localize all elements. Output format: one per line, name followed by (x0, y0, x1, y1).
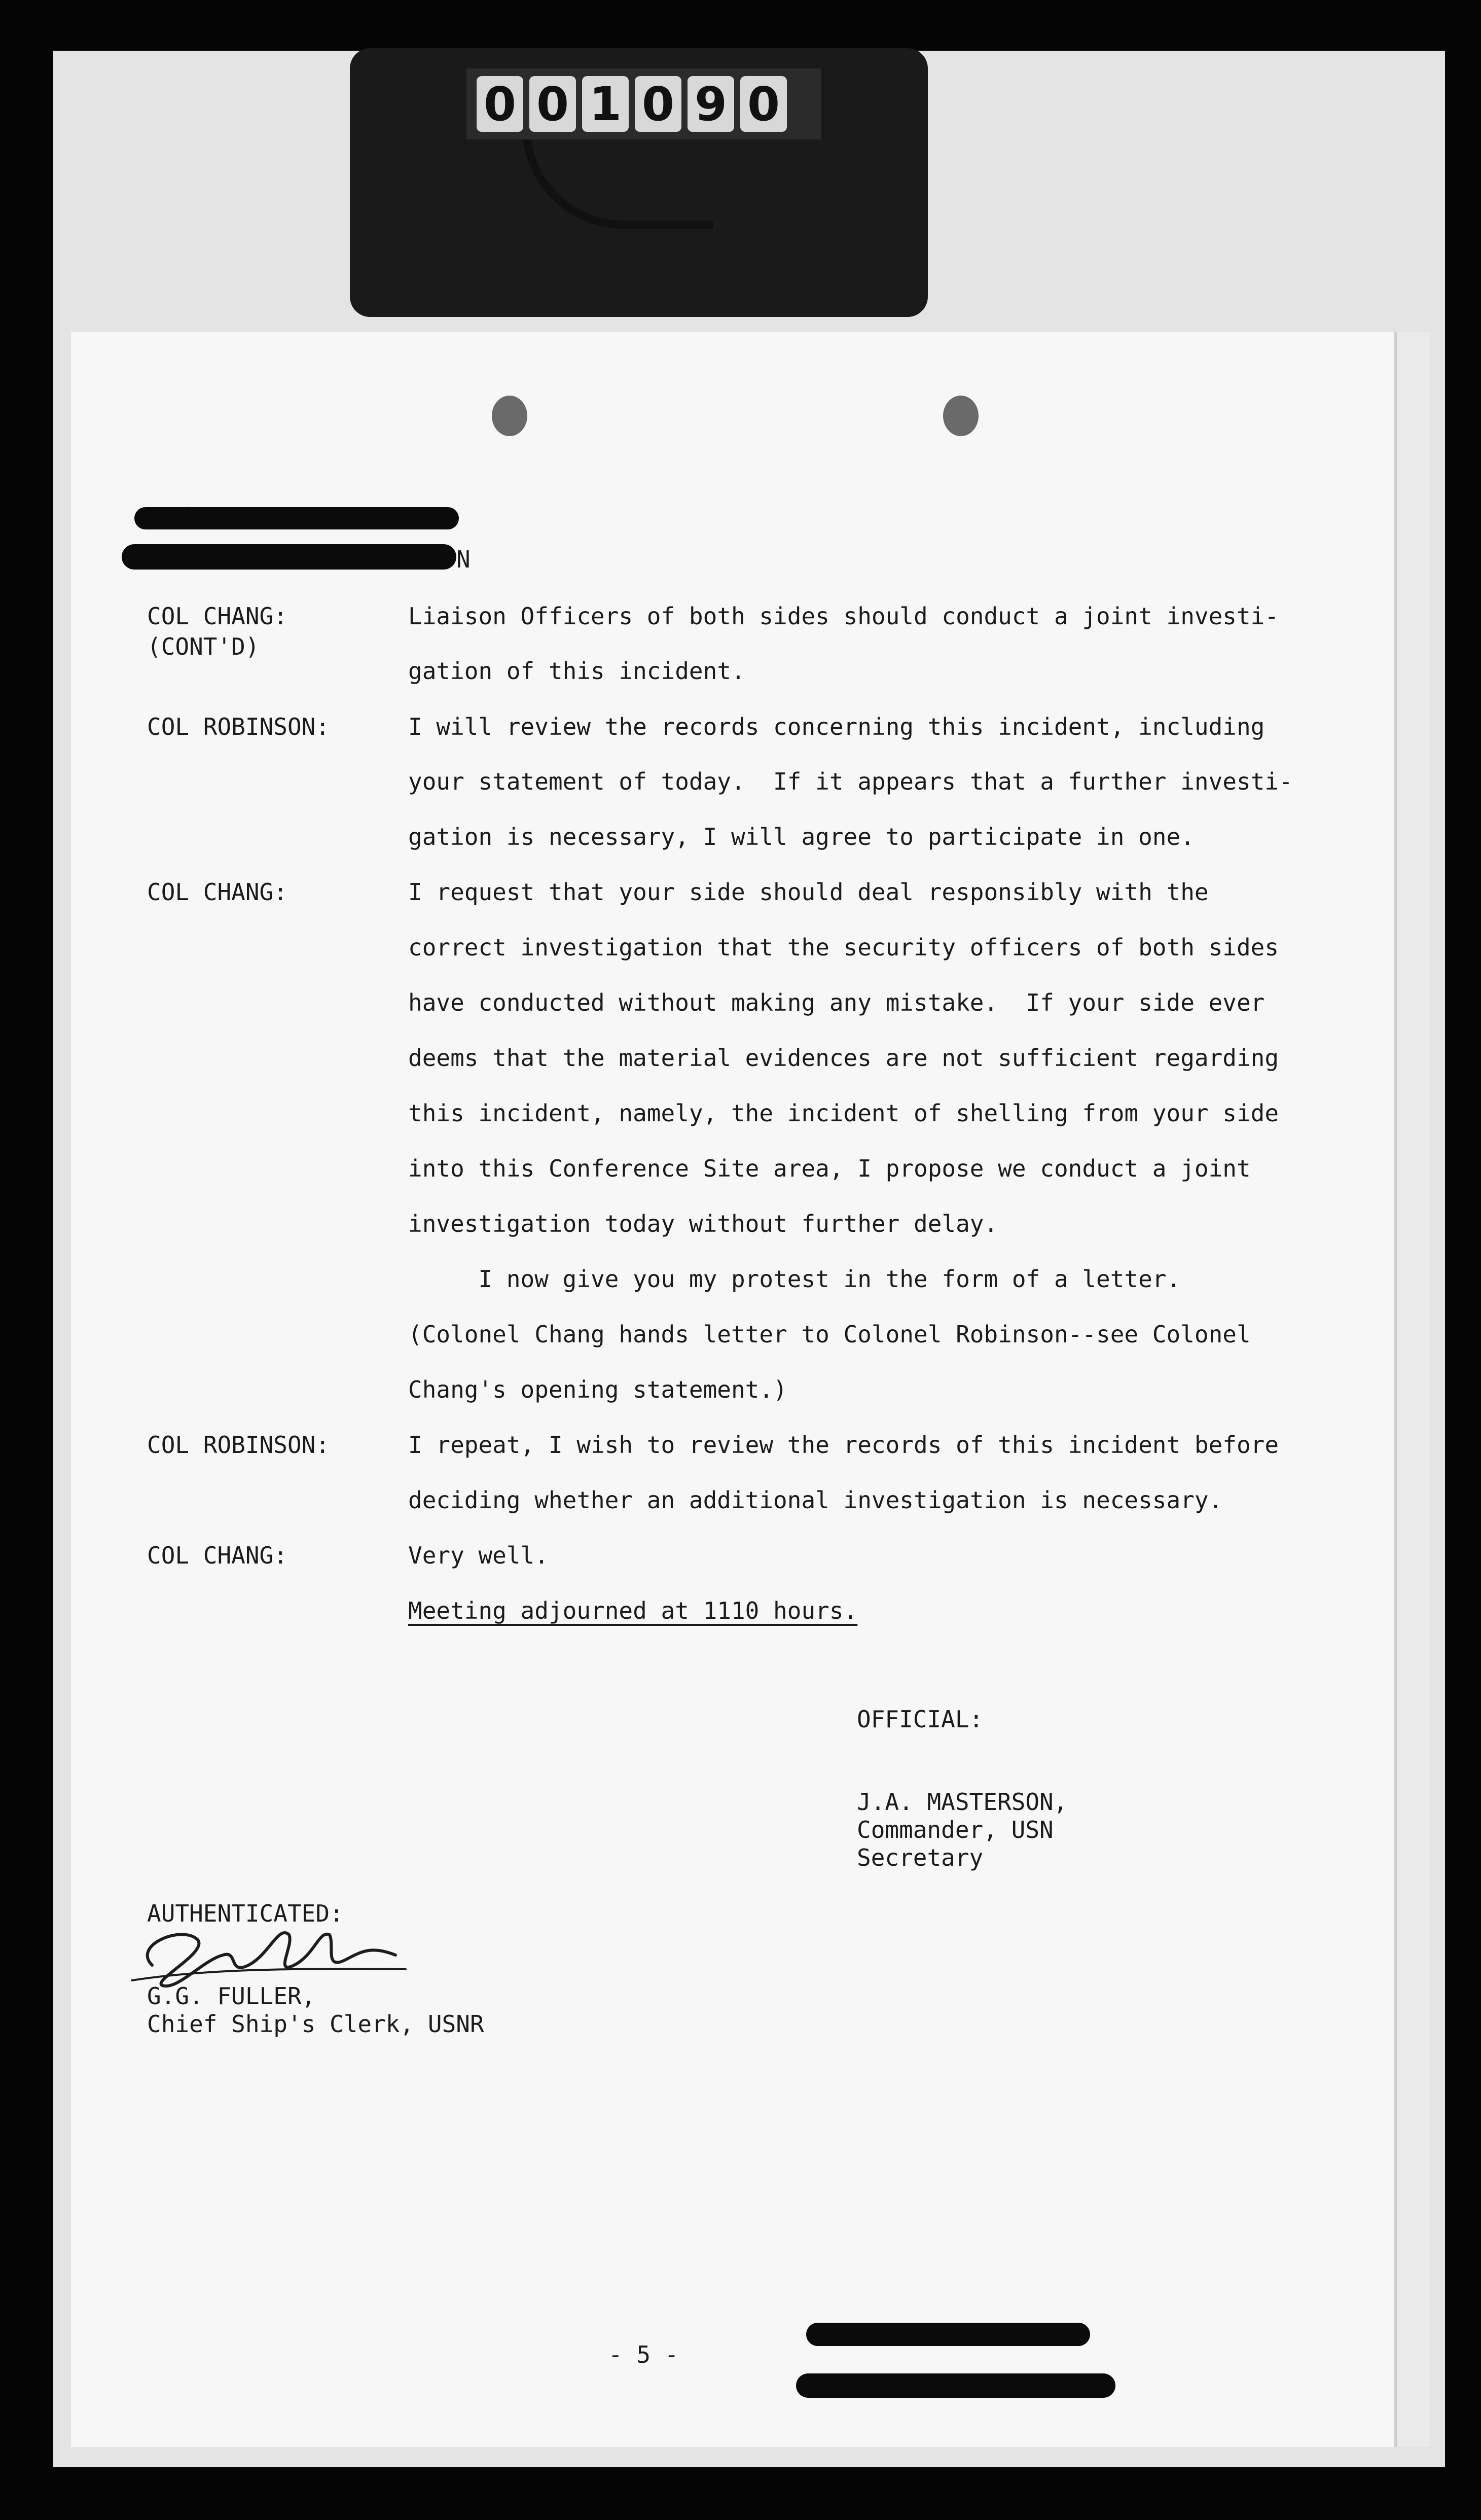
official-name: J.A. MASTERSON, (857, 1788, 1068, 1816)
punch-hole (943, 396, 979, 436)
dialogue-line: this incident, namely, the incident of shelling from your side (408, 1099, 1279, 1127)
dialogue-line: Chang's opening statement.) (408, 1376, 787, 1403)
official-label: OFFICIAL: (857, 1706, 984, 1733)
speaker-label: COL CHANG: (147, 1542, 287, 1569)
official-title: Secretary (857, 1844, 984, 1871)
dialogue-line: gation of this incident. (408, 657, 745, 685)
dialogue-line: deems that the material evidences are not sufficient regarding (408, 1044, 1279, 1072)
dialogue-line: correct investigation that the security officers of both sides (408, 934, 1279, 961)
speaker-label: COL ROBINSON: (147, 1431, 330, 1459)
counter-digit: 0 (529, 76, 576, 132)
redaction-bar (806, 2323, 1090, 2346)
speaker-label: COL ROBINSON: (147, 713, 330, 740)
frame-counter (350, 48, 928, 317)
dialogue-line: deciding whether an additional investigation is necessary. (408, 1486, 1223, 1514)
speaker-label: COL CHANG: (147, 878, 287, 906)
dialogue-line: Very well. (408, 1542, 549, 1569)
handwritten-signature (122, 1900, 416, 1996)
redaction-bar (134, 507, 459, 529)
authenticated-label: AUTHENTICATED: (147, 1900, 344, 1927)
counter-digit: 0 (635, 76, 681, 132)
dialogue-line: I now give you my protest in the form of a letter. (408, 1265, 1181, 1293)
page-number: - 5 - (608, 2341, 679, 2368)
dialogue-line: gation is necessary, I will agree to participate in one. (408, 823, 1195, 850)
dialogue-line: I request that your side should deal responsibly with the (408, 878, 1209, 906)
speaker-label: COL CHANG: (147, 602, 287, 630)
dialogue-line: into this Conference Site area, I propose we conduct a joint (408, 1155, 1251, 1182)
classification-top-suffix: N (456, 546, 471, 573)
dialogue-line: I will review the records concerning this incident, including (408, 713, 1265, 740)
dialogue-line: (Colonel Chang hands letter to Colonel Robinson--see Colonel (408, 1321, 1251, 1348)
dialogue-line: Liaison Officers of both sides should conduct a joint investi- (408, 602, 1279, 630)
redaction-bar (796, 2373, 1115, 2398)
counter-digit: 0 (740, 76, 787, 132)
dialogue-line: I repeat, I wish to review the records of this incident before (408, 1431, 1279, 1459)
authenticator-name: G.G. FULLER, (147, 1982, 316, 2010)
redaction-bar (122, 544, 456, 570)
adjournment-note: Meeting adjourned at 1110 hours. (408, 1597, 858, 1624)
dialogue-line: have conducted without making any mistake. If your side ever (408, 989, 1265, 1016)
dialogue-line: investigation today without further delay. (408, 1210, 998, 1237)
punch-hole (492, 396, 527, 436)
counter-digit: 0 (477, 76, 523, 132)
document-page (71, 332, 1394, 2447)
counter-window (466, 68, 821, 139)
speaker-label: (CONT'D) (147, 633, 260, 660)
official-rank: Commander, USN (857, 1816, 1054, 1843)
authenticator-title: Chief Ship's Clerk, USNR (147, 2010, 484, 2038)
counter-digit: 1 (582, 76, 629, 132)
dialogue-line: your statement of today. If it appears that a further investi- (408, 768, 1293, 795)
counter-digit: 9 (688, 76, 734, 132)
